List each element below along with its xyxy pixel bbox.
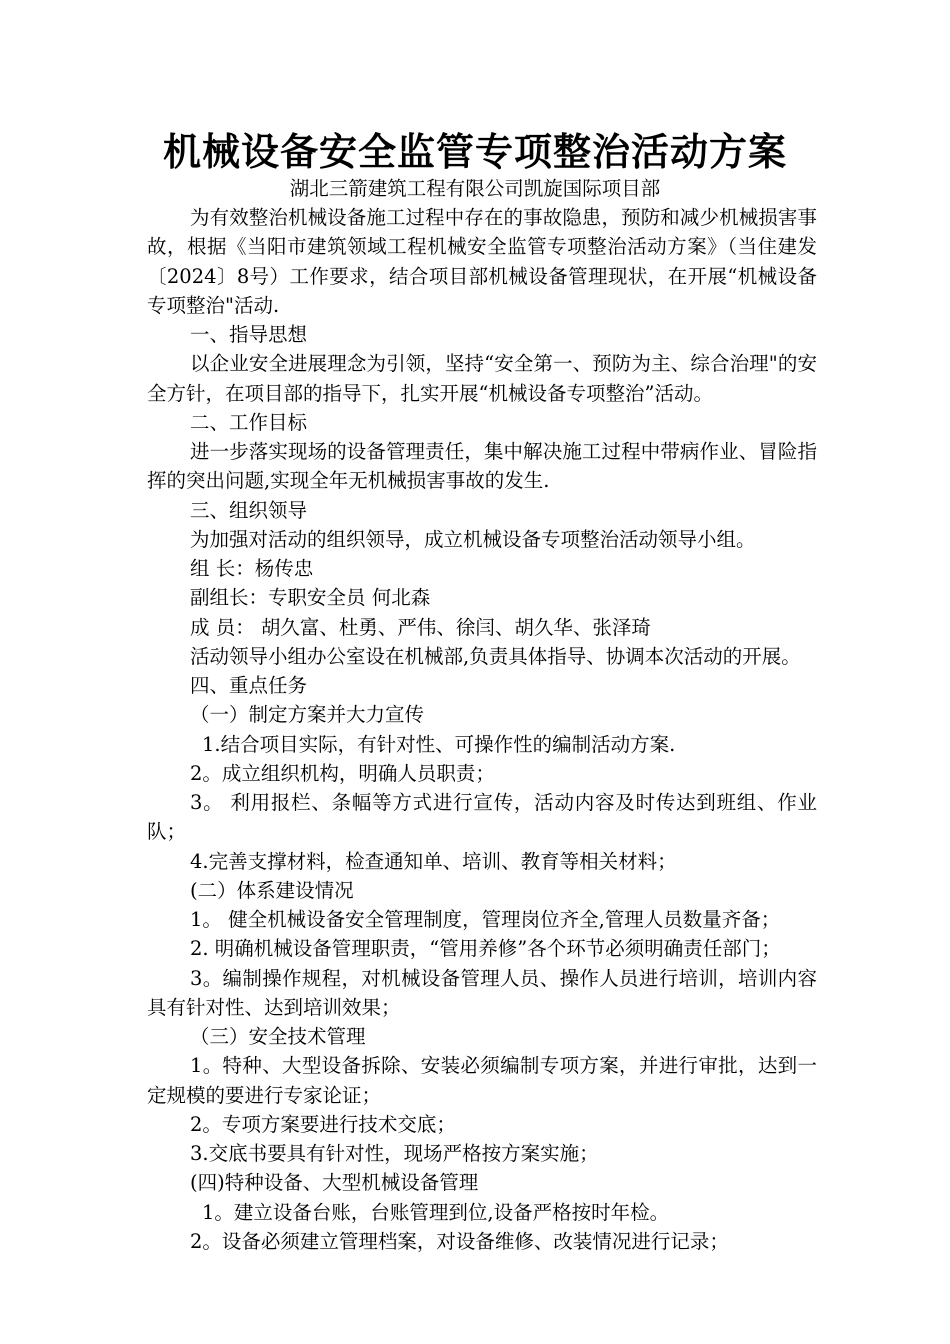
document-title: 机械设备安全监管专项整治活动方案 xyxy=(162,130,787,174)
list-item: 1.结合项目实际，有针对性、可操作性的编制活动方案. xyxy=(202,732,676,756)
list-item: 4.完善支撑材料，检查通知单、培训、教育等相关材料； xyxy=(190,849,677,873)
members-line: 成 员： 胡久富、杜勇、严伟、徐闫、胡久华、张泽琦 xyxy=(190,615,651,639)
document-body xyxy=(147,203,817,1256)
section-heading-key-tasks: 四、重点任务 xyxy=(190,674,308,697)
list-item: 3。编制操作规程，对机械设备管理人员、操作人员进行培训，培训内容具有针对性、达到培训效果； xyxy=(147,966,817,1019)
list-item: 1。 健全机械设备安全管理制度，管理岗位齐全,管理人员数量齐备； xyxy=(190,908,781,931)
list-item: 3.交底书要具有针对性，现场严格按方案实施； xyxy=(190,1142,599,1165)
deputy-leader-line: 副组长：专职安全员 何北森 xyxy=(190,586,431,610)
list-item: 2。成立组织机构，明确人员职责； xyxy=(190,761,495,785)
document-subtitle: 湖北三箭建筑工程有限公司凯旋国际项目部 xyxy=(289,177,661,200)
list-item: 1。特种、大型设备拆除、安装必须编制专项方案，并进行审批，达到一定规模的要进行专家论证； xyxy=(147,1054,817,1107)
section-heading-work-goal: 二、工作目标 xyxy=(190,410,308,434)
intro-paragraph: 为有效整治机械设备施工过程中存在的事故隐患，预防和减少机械损害事故，根据《当阳市建筑领域工程机械安全监管专项整治活动方案》（当住建发〔2024〕8号）工作要求，结合项目部机械设备管理现状，在开展“机械设备专项整治"活动. xyxy=(147,206,817,317)
list-item: 2。专项方案要进行技术交底； xyxy=(190,1112,456,1136)
guiding-ideology-paragraph: 以企业安全进展理念为引领，坚持“安全第一、预防为主、综合治理"的安全方针，在项目部的指导下，扎实开展“机械设备专项整治”活动。 xyxy=(147,352,817,405)
list-item: 2。设备必须建立管理档案，对设备维修、改装情况进行记录； xyxy=(190,1229,729,1253)
list-item: 2. 明确机械设备管理职责，“管用养修”各个环节必须明确责任部门； xyxy=(190,937,781,961)
group-leader-line: 组 长：杨传忠 xyxy=(190,557,314,580)
section-heading-organization: 三、组织领导 xyxy=(190,498,308,522)
list-item: 3。 利用报栏、条幅等方式进行宣传，活动内容及时传达到班组、作业队； xyxy=(147,791,817,844)
subsection-heading-special-equipment: (四)特种设备、大型机械设备管理 xyxy=(190,1171,479,1195)
work-goal-paragraph: 进一步落实现场的设备管理责任，集中解决施工过程中带病作业、冒险指挥的突出问题,实现全年无机械损害事故的发生. xyxy=(147,440,817,493)
section-heading-guiding-ideology: 一、指导思想 xyxy=(190,323,308,346)
organization-paragraph: 为加强对活动的组织领导，成立机械设备专项整治活动领导小组。 xyxy=(190,527,756,551)
subsection-heading-plan-publicity: （一）制定方案并大力宣传 xyxy=(190,703,425,727)
list-item: 1。建立设备台账，台账管理到位,设备严格按时年检。 xyxy=(202,1200,670,1224)
office-paragraph: 活动领导小组办公室设在机械部,负责具体指导、协调本次活动的开展。 xyxy=(190,644,801,668)
subsection-heading-safety-tech: （三）安全技术管理 xyxy=(190,1025,366,1048)
subsection-heading-system-construction: (二）体系建设情况 xyxy=(190,878,354,902)
